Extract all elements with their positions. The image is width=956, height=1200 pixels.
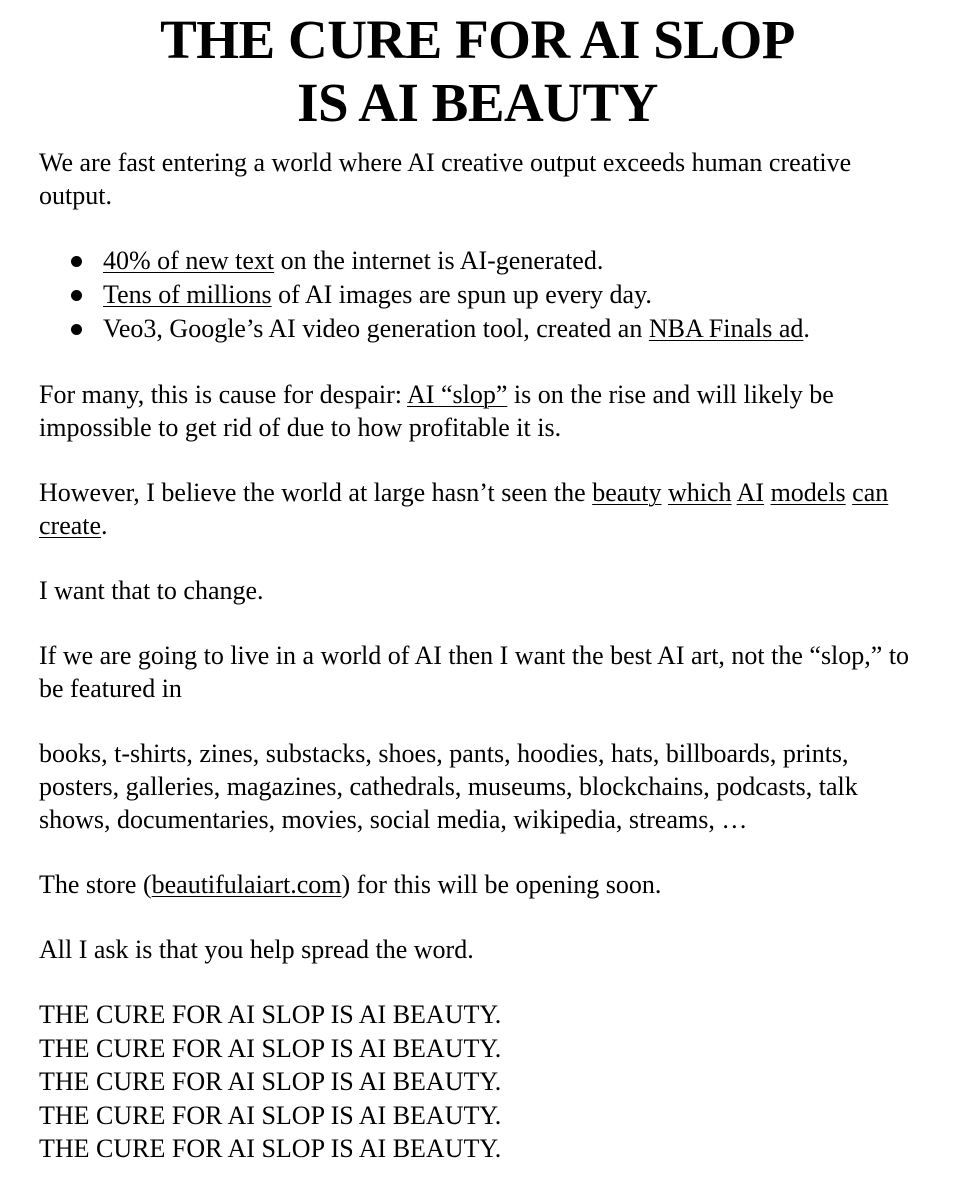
- list-item-text: on the internet is AI-generated.: [274, 246, 604, 275]
- link-tens-of-millions[interactable]: Tens of millions: [103, 280, 272, 309]
- intro-paragraph: We are fast entering a world where AI creative output exceeds human creative output.: [39, 148, 852, 210]
- list-item: [103, 312, 916, 346]
- bullet-icon: [71, 256, 82, 267]
- link-ai[interactable]: AI: [736, 478, 765, 507]
- despair-paragraph: [39, 378, 916, 444]
- list-item: [103, 244, 916, 278]
- stats-list: [39, 244, 916, 346]
- title-line-2: IS AI BEAUTY: [297, 72, 658, 133]
- ask-paragraph: All I ask is that you help spread the word.: [39, 935, 474, 964]
- link-40-percent-new-text[interactable]: 40% of new text: [103, 246, 275, 275]
- bullet-icon: [71, 324, 82, 335]
- paragraph-text: The store (: [39, 870, 152, 899]
- list-item-text: .: [803, 314, 810, 343]
- list-item-text: Veo3, Google’s AI video generation tool, created an: [103, 314, 649, 343]
- link-which[interactable]: which: [668, 478, 732, 507]
- refrain-line: THE CURE FOR AI SLOP IS AI BEAUTY.: [39, 1134, 502, 1163]
- store-paragraph: [39, 868, 916, 901]
- page-title: [39, 0, 916, 134]
- refrain-block: [39, 998, 916, 1166]
- refrain-line: THE CURE FOR AI SLOP IS AI BEAUTY.: [39, 1100, 502, 1130]
- media-list-paragraph: books, t-shirts, zines, substacks, shoes, pants, hoodies, hats, billboards, prints, posters, galleries, magazines, cathedrals, museums, blockchains, podcasts, talk shows, documentaries, movies, social media, wikipedia, streams, …: [39, 739, 858, 834]
- link-store[interactable]: beautifulaiart.com: [151, 870, 342, 899]
- featured-paragraph: If we are going to live in a world of AI then I want the best AI art, not the “slop,” to be featured in: [39, 641, 910, 703]
- link-create[interactable]: create: [39, 511, 102, 540]
- list-item-text: of AI images are spun up every day.: [271, 280, 652, 309]
- paragraph-text: For many, this is cause for despair:: [39, 380, 408, 409]
- title-line-1: THE CURE FOR AI SLOP: [160, 9, 795, 70]
- paragraph-text: ) for this will be opening soon.: [341, 870, 662, 899]
- however-paragraph: [39, 476, 916, 542]
- refrain-line: THE CURE FOR AI SLOP IS AI BEAUTY.: [39, 1067, 502, 1096]
- paragraph-text: However, I believe the world at large hasn’t seen the: [39, 478, 593, 507]
- list-item: [103, 278, 916, 312]
- refrain-line: THE CURE FOR AI SLOP IS AI BEAUTY.: [39, 1000, 502, 1029]
- link-nba-finals-ad[interactable]: NBA Finals ad: [648, 314, 804, 343]
- link-ai-slop[interactable]: AI “slop”: [407, 380, 508, 409]
- bullet-icon: [71, 290, 82, 301]
- link-can[interactable]: can: [852, 478, 889, 507]
- refrain-line: THE CURE FOR AI SLOP IS AI BEAUTY.: [39, 1033, 502, 1063]
- paragraph-text: is on the rise and will likely be impossible to get rid of due to how profitable it is.: [39, 380, 834, 442]
- change-paragraph: I want that to change.: [39, 576, 264, 605]
- link-beauty[interactable]: beauty: [592, 478, 662, 507]
- link-models[interactable]: models: [770, 478, 846, 507]
- paragraph-text: .: [101, 511, 108, 540]
